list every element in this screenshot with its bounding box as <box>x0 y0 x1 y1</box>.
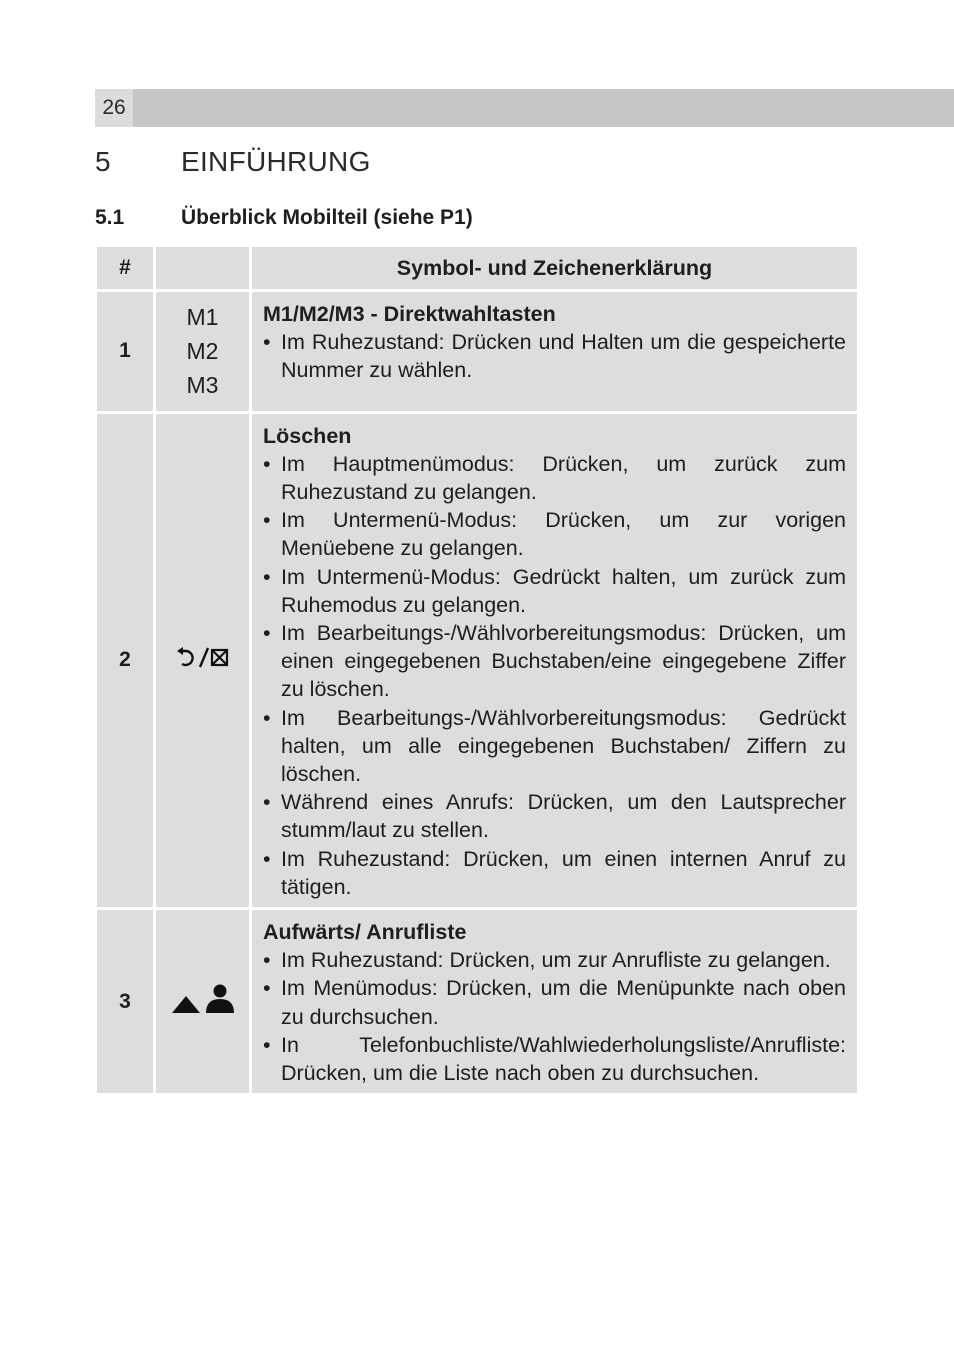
item-title: M1/M2/M3 - Direktwahltasten <box>263 302 556 326</box>
chapter-title: EINFÜHRUNG <box>181 146 371 177</box>
list-item: • Während eines Anrufs: Drücken, um den Lautsprecher stumm/laut zu stellen. <box>263 788 846 844</box>
row-description <box>252 292 857 411</box>
page-number: 26 <box>95 89 133 127</box>
chapter-number: 5 <box>95 146 111 177</box>
row-number: 2 <box>97 414 153 907</box>
section-number: 5.1 <box>95 206 125 229</box>
row-symbol <box>156 910 249 1093</box>
m3-label: M3 <box>186 372 219 399</box>
table-header-row <box>97 247 857 289</box>
header-symbol <box>156 247 249 289</box>
table-row <box>97 910 857 1093</box>
list-item: • Im Bearbeitungs-/Wählvorbereitungsmodus: Gedrückt halten, um alle eingegebenen Buchstaben/ Ziffern zu löschen. <box>263 704 846 789</box>
item-title: Aufwärts/ Anrufliste <box>263 920 467 945</box>
list-item: • Im Hauptmenümodus: Drücken, um zurück zum Ruhezustand zu gelangen. <box>263 450 846 506</box>
header-number: # <box>97 247 153 289</box>
row-symbol <box>156 292 249 411</box>
section-title: Überblick Mobilteil (siehe P1) <box>181 206 473 229</box>
list-item: • Im Untermenü-Modus: Drücken, um zur vorigen Menüebene zu gelangen. <box>263 506 846 562</box>
m2-label: M2 <box>186 338 219 365</box>
list-item: • Im Untermenü-Modus: Gedrückt halten, um zurück zum Ruhemodus zu gelangen. <box>263 563 846 619</box>
list-item: • Im Ruhezustand: Drücken, um einen internen Anruf zu tätigen. <box>263 845 846 901</box>
list-item: • Im Ruhezustand: Drücken und Halten um die gespeicherte Nummer zu wählen. <box>263 328 846 384</box>
row-number: 3 <box>97 910 153 1093</box>
row-description <box>252 414 857 907</box>
list-item: • Im Bearbeitungs-/Wählvorbereitungsmodus: Drücken, um einen eingegebenen Buchstaben/eine eingegebene Ziffer zu löschen. <box>263 619 846 704</box>
row-description <box>252 910 857 1093</box>
row-symbol <box>156 414 249 907</box>
table-row <box>97 292 857 411</box>
row-number: 1 <box>97 292 153 411</box>
list-item: • In Telefonbuchliste/Wahlwiederholungsliste/Anrufliste: Drücken, um die Liste nach oben zu durchsuchen. <box>263 1031 846 1087</box>
symbol-table <box>97 247 857 1096</box>
table-row <box>97 414 857 907</box>
list-item: • Im Menümodus: Drücken, um die Menüpunkte nach oben zu durchsuchen. <box>263 974 846 1030</box>
header-description: Symbol- und Zeichenerklärung <box>252 247 857 289</box>
up-arrow-person-icon <box>170 983 236 1020</box>
item-title: Löschen <box>263 423 352 448</box>
header-bar <box>95 89 954 127</box>
list-item: • Im Ruhezustand: Drücken, um zur Anrufliste zu gelangen. <box>263 946 846 974</box>
m1-label: M1 <box>186 304 219 331</box>
back-delete-icon <box>176 645 230 676</box>
